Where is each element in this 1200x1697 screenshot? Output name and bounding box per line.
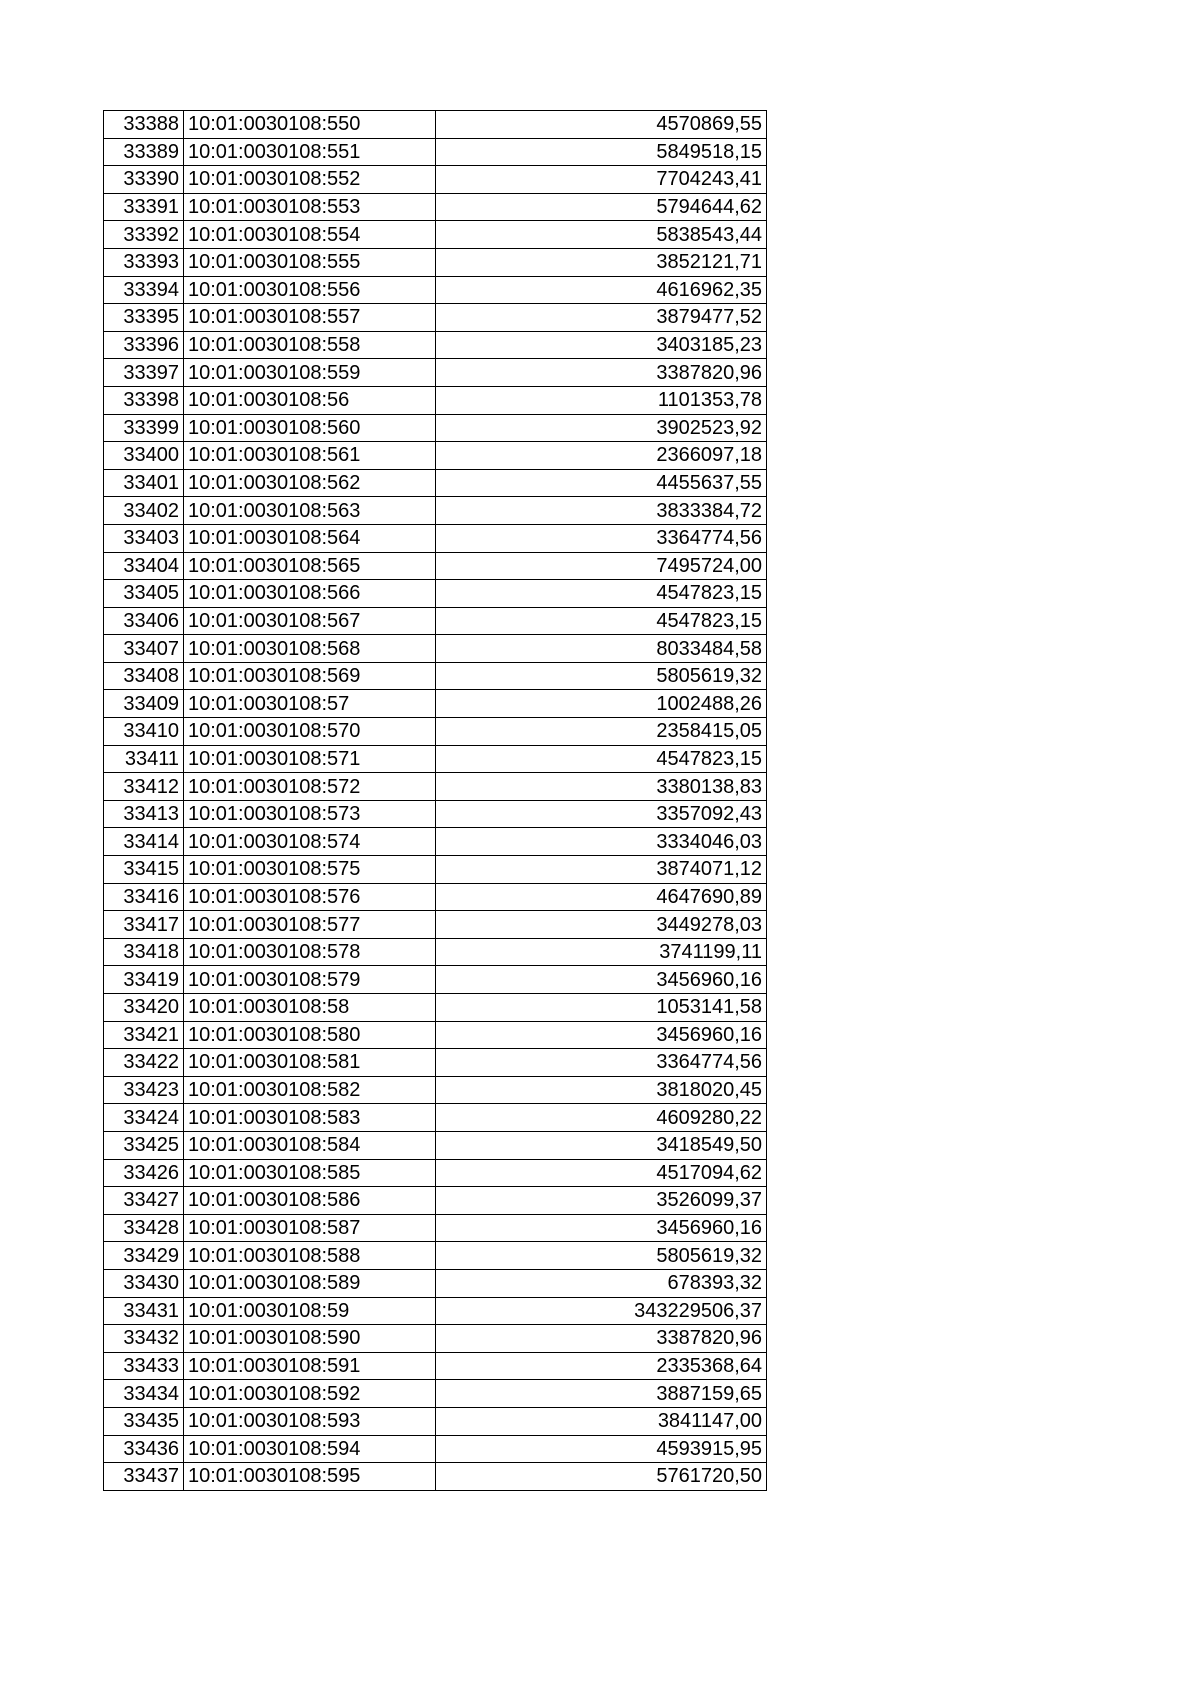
table-row [104, 414, 767, 442]
table-row [104, 1187, 767, 1215]
table-row [104, 552, 767, 580]
cadastral-number-cell: 10:01:0030108:562 [184, 469, 436, 497]
cadastral-number-cell: 10:01:0030108:590 [184, 1325, 436, 1353]
row-number-cell: 33428 [104, 1214, 184, 1242]
cadastral-value-cell: 3833384,72 [436, 497, 767, 525]
table-row [104, 1021, 767, 1049]
row-number-cell: 33399 [104, 414, 184, 442]
cadastral-value-cell: 5838543,44 [436, 221, 767, 249]
cadastral-number-cell: 10:01:0030108:573 [184, 800, 436, 828]
cadastral-number-cell: 10:01:0030108:575 [184, 856, 436, 884]
row-number-cell: 33396 [104, 331, 184, 359]
cadastral-number-cell: 10:01:0030108:586 [184, 1187, 436, 1215]
row-number-cell: 33395 [104, 304, 184, 332]
cadastral-value-cell: 7495724,00 [436, 552, 767, 580]
table-row [104, 1159, 767, 1187]
cadastral-value-cell: 5761720,50 [436, 1463, 767, 1491]
table-row [104, 166, 767, 194]
cadastral-value-cell: 3357092,43 [436, 800, 767, 828]
row-number-cell: 33408 [104, 662, 184, 690]
row-number-cell: 33413 [104, 800, 184, 828]
cadastral-number-cell: 10:01:0030108:593 [184, 1407, 436, 1435]
cadastral-number-cell: 10:01:0030108:56 [184, 386, 436, 414]
cadastral-value-cell: 3526099,37 [436, 1187, 767, 1215]
table-row [104, 1269, 767, 1297]
table-row [104, 193, 767, 221]
table-row [104, 635, 767, 663]
row-number-cell: 33403 [104, 524, 184, 552]
table-row [104, 662, 767, 690]
row-number-cell: 33415 [104, 856, 184, 884]
row-number-cell: 33422 [104, 1049, 184, 1077]
cadastral-number-cell: 10:01:0030108:571 [184, 745, 436, 773]
row-number-cell: 33397 [104, 359, 184, 387]
cadastral-value-cell: 3902523,92 [436, 414, 767, 442]
cadastral-value-cell: 4609280,22 [436, 1104, 767, 1132]
row-number-cell: 33406 [104, 607, 184, 635]
row-number-cell: 33426 [104, 1159, 184, 1187]
cadastral-value-cell: 3387820,96 [436, 1325, 767, 1353]
cadastral-number-cell: 10:01:0030108:581 [184, 1049, 436, 1077]
cadastral-number-cell: 10:01:0030108:561 [184, 442, 436, 470]
row-number-cell: 33407 [104, 635, 184, 663]
table-body [104, 111, 767, 1491]
table-row [104, 1352, 767, 1380]
cadastral-number-cell: 10:01:0030108:570 [184, 718, 436, 746]
cadastral-value-cell: 5794644,62 [436, 193, 767, 221]
cadastral-number-cell: 10:01:0030108:580 [184, 1021, 436, 1049]
cadastral-number-cell: 10:01:0030108:550 [184, 111, 436, 139]
cadastral-number-cell: 10:01:0030108:566 [184, 580, 436, 608]
cadastral-value-cell: 1053141,58 [436, 994, 767, 1022]
row-number-cell: 33400 [104, 442, 184, 470]
cadastral-value-table [103, 110, 767, 1491]
row-number-cell: 33419 [104, 966, 184, 994]
table-row [104, 1076, 767, 1104]
cadastral-value-cell: 3364774,56 [436, 524, 767, 552]
cadastral-value-cell: 3456960,16 [436, 966, 767, 994]
table-row [104, 1214, 767, 1242]
cadastral-value-cell: 7704243,41 [436, 166, 767, 194]
cadastral-number-cell: 10:01:0030108:577 [184, 911, 436, 939]
table-row [104, 304, 767, 332]
table-row [104, 1463, 767, 1491]
table-row [104, 111, 767, 139]
cadastral-value-cell: 3456960,16 [436, 1021, 767, 1049]
row-number-cell: 33402 [104, 497, 184, 525]
table-row [104, 248, 767, 276]
cadastral-value-cell: 4455637,55 [436, 469, 767, 497]
cadastral-number-cell: 10:01:0030108:582 [184, 1076, 436, 1104]
cadastral-number-cell: 10:01:0030108:578 [184, 938, 436, 966]
row-number-cell: 33417 [104, 911, 184, 939]
cadastral-number-cell: 10:01:0030108:595 [184, 1463, 436, 1491]
table-row [104, 1407, 767, 1435]
cadastral-value-cell: 3852121,71 [436, 248, 767, 276]
row-number-cell: 33404 [104, 552, 184, 580]
row-number-cell: 33405 [104, 580, 184, 608]
row-number-cell: 33429 [104, 1242, 184, 1270]
cadastral-number-cell: 10:01:0030108:555 [184, 248, 436, 276]
row-number-cell: 33423 [104, 1076, 184, 1104]
cadastral-value-cell: 4647690,89 [436, 883, 767, 911]
table-row [104, 359, 767, 387]
row-number-cell: 33437 [104, 1463, 184, 1491]
row-number-cell: 33434 [104, 1380, 184, 1408]
cadastral-value-cell: 3334046,03 [436, 828, 767, 856]
cadastral-number-cell: 10:01:0030108:558 [184, 331, 436, 359]
table-row [104, 1104, 767, 1132]
cadastral-number-cell: 10:01:0030108:583 [184, 1104, 436, 1132]
table-row [104, 773, 767, 801]
cadastral-number-cell: 10:01:0030108:569 [184, 662, 436, 690]
cadastral-number-cell: 10:01:0030108:574 [184, 828, 436, 856]
row-number-cell: 33431 [104, 1297, 184, 1325]
row-number-cell: 33435 [104, 1407, 184, 1435]
row-number-cell: 33425 [104, 1131, 184, 1159]
cadastral-value-cell: 4547823,15 [436, 745, 767, 773]
cadastral-value-cell: 3741199,11 [436, 938, 767, 966]
table-row [104, 1325, 767, 1353]
cadastral-value-cell: 8033484,58 [436, 635, 767, 663]
cadastral-value-cell: 3841147,00 [436, 1407, 767, 1435]
row-number-cell: 33433 [104, 1352, 184, 1380]
table-row [104, 994, 767, 1022]
table-row [104, 497, 767, 525]
cadastral-number-cell: 10:01:0030108:589 [184, 1269, 436, 1297]
cadastral-value-cell: 2335368,64 [436, 1352, 767, 1380]
cadastral-value-cell: 4593915,95 [436, 1435, 767, 1463]
cadastral-value-cell: 3449278,03 [436, 911, 767, 939]
row-number-cell: 33391 [104, 193, 184, 221]
cadastral-number-cell: 10:01:0030108:579 [184, 966, 436, 994]
row-number-cell: 33414 [104, 828, 184, 856]
table-row [104, 938, 767, 966]
table-row [104, 1049, 767, 1077]
row-number-cell: 33412 [104, 773, 184, 801]
table-row [104, 1380, 767, 1408]
row-number-cell: 33420 [104, 994, 184, 1022]
cadastral-value-cell: 4517094,62 [436, 1159, 767, 1187]
table-row [104, 718, 767, 746]
cadastral-number-cell: 10:01:0030108:591 [184, 1352, 436, 1380]
table-row [104, 580, 767, 608]
cadastral-number-cell: 10:01:0030108:552 [184, 166, 436, 194]
table-row [104, 524, 767, 552]
row-number-cell: 33427 [104, 1187, 184, 1215]
row-number-cell: 33394 [104, 276, 184, 304]
table-row [104, 607, 767, 635]
row-number-cell: 33432 [104, 1325, 184, 1353]
table-row [104, 828, 767, 856]
table-row [104, 442, 767, 470]
row-number-cell: 33410 [104, 718, 184, 746]
row-number-cell: 33390 [104, 166, 184, 194]
cadastral-number-cell: 10:01:0030108:559 [184, 359, 436, 387]
cadastral-number-cell: 10:01:0030108:563 [184, 497, 436, 525]
cadastral-number-cell: 10:01:0030108:565 [184, 552, 436, 580]
table-row [104, 138, 767, 166]
cadastral-number-cell: 10:01:0030108:588 [184, 1242, 436, 1270]
cadastral-number-cell: 10:01:0030108:560 [184, 414, 436, 442]
table-row [104, 966, 767, 994]
cadastral-value-cell: 4547823,15 [436, 580, 767, 608]
row-number-cell: 33430 [104, 1269, 184, 1297]
row-number-cell: 33388 [104, 111, 184, 139]
cadastral-number-cell: 10:01:0030108:554 [184, 221, 436, 249]
cadastral-value-cell: 5805619,32 [436, 1242, 767, 1270]
cadastral-number-cell: 10:01:0030108:594 [184, 1435, 436, 1463]
row-number-cell: 33421 [104, 1021, 184, 1049]
row-number-cell: 33401 [104, 469, 184, 497]
table-row [104, 690, 767, 718]
cadastral-number-cell: 10:01:0030108:551 [184, 138, 436, 166]
row-number-cell: 33411 [104, 745, 184, 773]
row-number-cell: 33436 [104, 1435, 184, 1463]
table-row [104, 469, 767, 497]
table-row [104, 1435, 767, 1463]
table-row [104, 221, 767, 249]
cadastral-value-cell: 3364774,56 [436, 1049, 767, 1077]
cadastral-value-cell: 3818020,45 [436, 1076, 767, 1104]
cadastral-number-cell: 10:01:0030108:592 [184, 1380, 436, 1408]
table-row [104, 331, 767, 359]
cadastral-number-cell: 10:01:0030108:59 [184, 1297, 436, 1325]
cadastral-number-cell: 10:01:0030108:576 [184, 883, 436, 911]
cadastral-number-cell: 10:01:0030108:556 [184, 276, 436, 304]
cadastral-number-cell: 10:01:0030108:567 [184, 607, 436, 635]
cadastral-value-cell: 1002488,26 [436, 690, 767, 718]
cadastral-value-cell: 4547823,15 [436, 607, 767, 635]
cadastral-value-cell: 5805619,32 [436, 662, 767, 690]
table-row [104, 386, 767, 414]
cadastral-number-cell: 10:01:0030108:57 [184, 690, 436, 718]
cadastral-value-cell: 3456960,16 [436, 1214, 767, 1242]
row-number-cell: 33389 [104, 138, 184, 166]
cadastral-value-cell: 678393,32 [436, 1269, 767, 1297]
cadastral-value-cell: 3874071,12 [436, 856, 767, 884]
cadastral-number-cell: 10:01:0030108:568 [184, 635, 436, 663]
cadastral-number-cell: 10:01:0030108:584 [184, 1131, 436, 1159]
table-row [104, 911, 767, 939]
cadastral-number-cell: 10:01:0030108:557 [184, 304, 436, 332]
cadastral-value-cell: 1101353,78 [436, 386, 767, 414]
table-row [104, 856, 767, 884]
cadastral-number-cell: 10:01:0030108:572 [184, 773, 436, 801]
table-row [104, 745, 767, 773]
table-row [104, 1131, 767, 1159]
cadastral-value-cell: 343229506,37 [436, 1297, 767, 1325]
cadastral-number-cell: 10:01:0030108:585 [184, 1159, 436, 1187]
table-row [104, 276, 767, 304]
cadastral-value-cell: 3387820,96 [436, 359, 767, 387]
cadastral-value-cell: 2366097,18 [436, 442, 767, 470]
cadastral-value-cell: 3403185,23 [436, 331, 767, 359]
table-row [104, 800, 767, 828]
cadastral-value-cell: 4570869,55 [436, 111, 767, 139]
row-number-cell: 33392 [104, 221, 184, 249]
table-row [104, 1242, 767, 1270]
cadastral-value-cell: 5849518,15 [436, 138, 767, 166]
cadastral-value-cell: 3380138,83 [436, 773, 767, 801]
row-number-cell: 33393 [104, 248, 184, 276]
cadastral-value-cell: 3879477,52 [436, 304, 767, 332]
cadastral-value-cell: 3418549,50 [436, 1131, 767, 1159]
cadastral-number-cell: 10:01:0030108:58 [184, 994, 436, 1022]
table-row [104, 1297, 767, 1325]
cadastral-number-cell: 10:01:0030108:564 [184, 524, 436, 552]
table-row [104, 883, 767, 911]
cadastral-value-cell: 2358415,05 [436, 718, 767, 746]
row-number-cell: 33398 [104, 386, 184, 414]
cadastral-value-cell: 4616962,35 [436, 276, 767, 304]
cadastral-number-cell: 10:01:0030108:587 [184, 1214, 436, 1242]
row-number-cell: 33424 [104, 1104, 184, 1132]
row-number-cell: 33416 [104, 883, 184, 911]
row-number-cell: 33409 [104, 690, 184, 718]
cadastral-value-cell: 3887159,65 [436, 1380, 767, 1408]
row-number-cell: 33418 [104, 938, 184, 966]
cadastral-number-cell: 10:01:0030108:553 [184, 193, 436, 221]
